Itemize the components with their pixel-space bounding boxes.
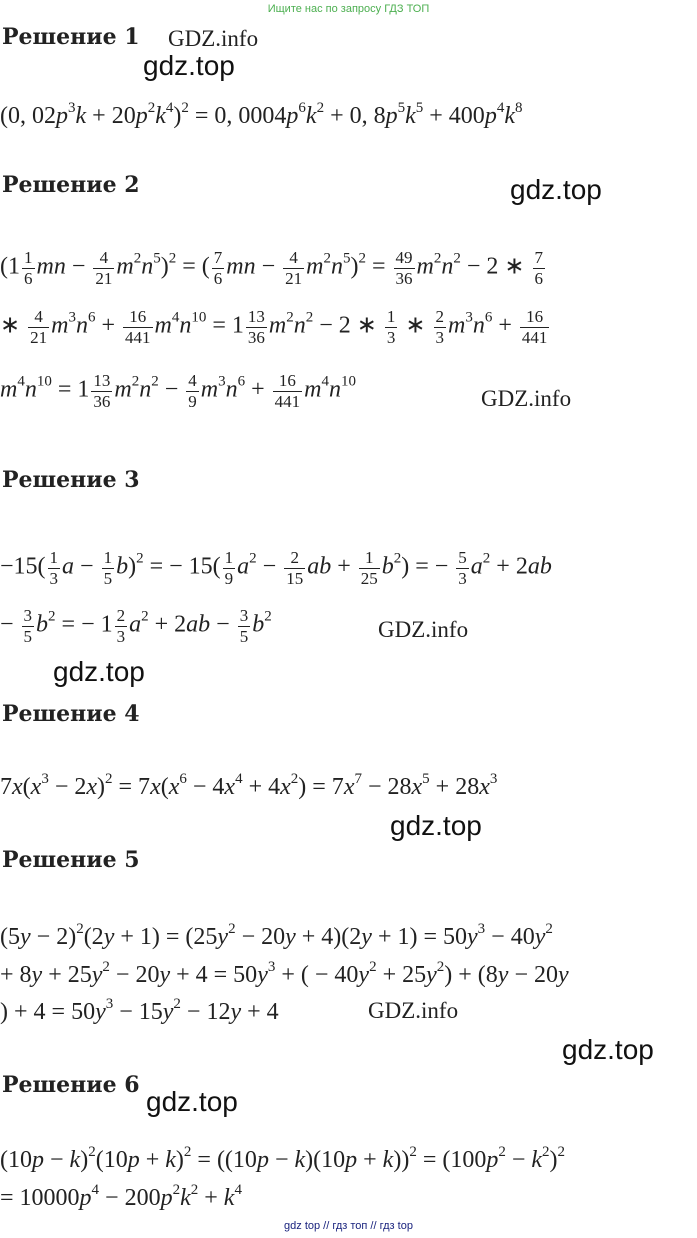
solution-6-line-2: = $10000p^4 - 200p^2k^2 + k^4$ — [0, 1182, 242, 1211]
solution-5-line-2: + $8y + 25y^2 - 20y + 4 = 50y^3$ + ( − $40y^2 + 25y^2) + (8y - 20y$ — [0, 959, 569, 988]
gdz-info-watermark: GDZ.info — [168, 26, 259, 51]
gdz-top-watermark: gdz.top — [143, 50, 235, 81]
solution-2-heading: Решение 2 — [2, 172, 140, 198]
solution-1-heading: Решение 1 — [2, 24, 140, 50]
gdz-top-watermark: gdz.top — [146, 1086, 238, 1117]
gdz-top-watermark: gdz.top — [562, 1034, 654, 1065]
gdz-top-watermark: gdz.top — [390, 810, 482, 841]
footer-watermark: gdz top // гдз топ // гдз top — [284, 1220, 413, 1232]
gdz-top-watermark: gdz.top — [510, 174, 602, 205]
gdz-info-watermark: GDZ.info — [378, 617, 469, 642]
solution-6-line-1: $(10p - k)^2(10p + k)^2 = ((10p - k)(10p + k))^2 = (100p^2 - k^2)^2$ — [0, 1144, 566, 1173]
solution-5-line-1: $(5y - 2)^2(2y + 1) = (25y^2 - 20y + 4)(2y + 1) = 50y^3 - 40y^2$ — [0, 921, 553, 950]
solution-2-line-3: $m^4n^{10} = 1$ $\frac{13}{36}$ $m^2n^2$ − $\frac{4}{9}$ $m^3n^6$ + $\frac{16}{441}$ $m^4n^{10}$ — [0, 371, 357, 411]
top-search-note: Ищите нас по запросу ГДЗ ТОП — [267, 3, 430, 15]
solution-3-line-2: − $\frac{3}{5}$ $b^2$ = − 1 $\frac{2}{3}$ $a^2 + 2ab$ − $\frac{3}{5}$ $b^2$ — [0, 606, 272, 646]
solution-2-line-1: (1 $\frac{1}{6}$ mn − $\frac{4}{21}$ $m^2n^5)^2$ = ( $\frac{7}{6}$ mn − $\frac{4}{21}$ $m^2n^5)^2$ = $\frac{49}{36}$ $m^2n^2 - 2$ ∗ $\frac{7}{6}$ — [0, 248, 544, 288]
solution-3-heading: Решение 3 — [2, 467, 140, 493]
solution-4-heading: Решение 4 — [2, 701, 140, 727]
gdz-top-watermark: gdz.top — [53, 656, 145, 687]
solution-4-line-1: $7x(x^3 - 2x)^2 = 7x(x^6 - 4x^4 + 4x^2) = 7x^7 - 28x^5 + 28x^3$ — [0, 771, 498, 800]
solution-2-line-2: ∗ $\frac{4}{21}$ $m^3n^6$ + $\frac{16}{441}$ $m^4n^{10} = 1$ $\frac{13}{36}$ $m^2n^2 - 2$ ∗ $\frac{1}{3}$ ∗ $\frac{2}{3}$ $m^3n^6$ + $\frac{16}{441}$ — [0, 307, 548, 347]
solution-6-heading: Решение 6 — [2, 1072, 140, 1098]
solution-5-line-3: ) + $4 = 50y^3 - 15y^2 - 12y + 4$ — [0, 996, 279, 1025]
solution-5-heading: Решение 5 — [2, 847, 140, 873]
gdz-info-watermark: GDZ.info — [481, 386, 572, 411]
solution-1-line-1: (0, $02p^3k + 20p^2k^4)^2 = 0$, $0004p^6k^2 + 0$, $8p^5k^5 + 400p^4k^8$ — [0, 100, 523, 129]
solution-3-line-1: −15( $\frac{1}{3}$ a − $\frac{1}{5}$ b)$^2$ = − 15( $\frac{1}{9}$ $a^2$ − $\frac{2}{15}$ ab + $\frac{1}{25}$ $b^2$) = − $\frac{5}{3}$ $a^2 + 2ab$ — [0, 548, 552, 588]
gdz-info-watermark: GDZ.info — [368, 998, 459, 1023]
